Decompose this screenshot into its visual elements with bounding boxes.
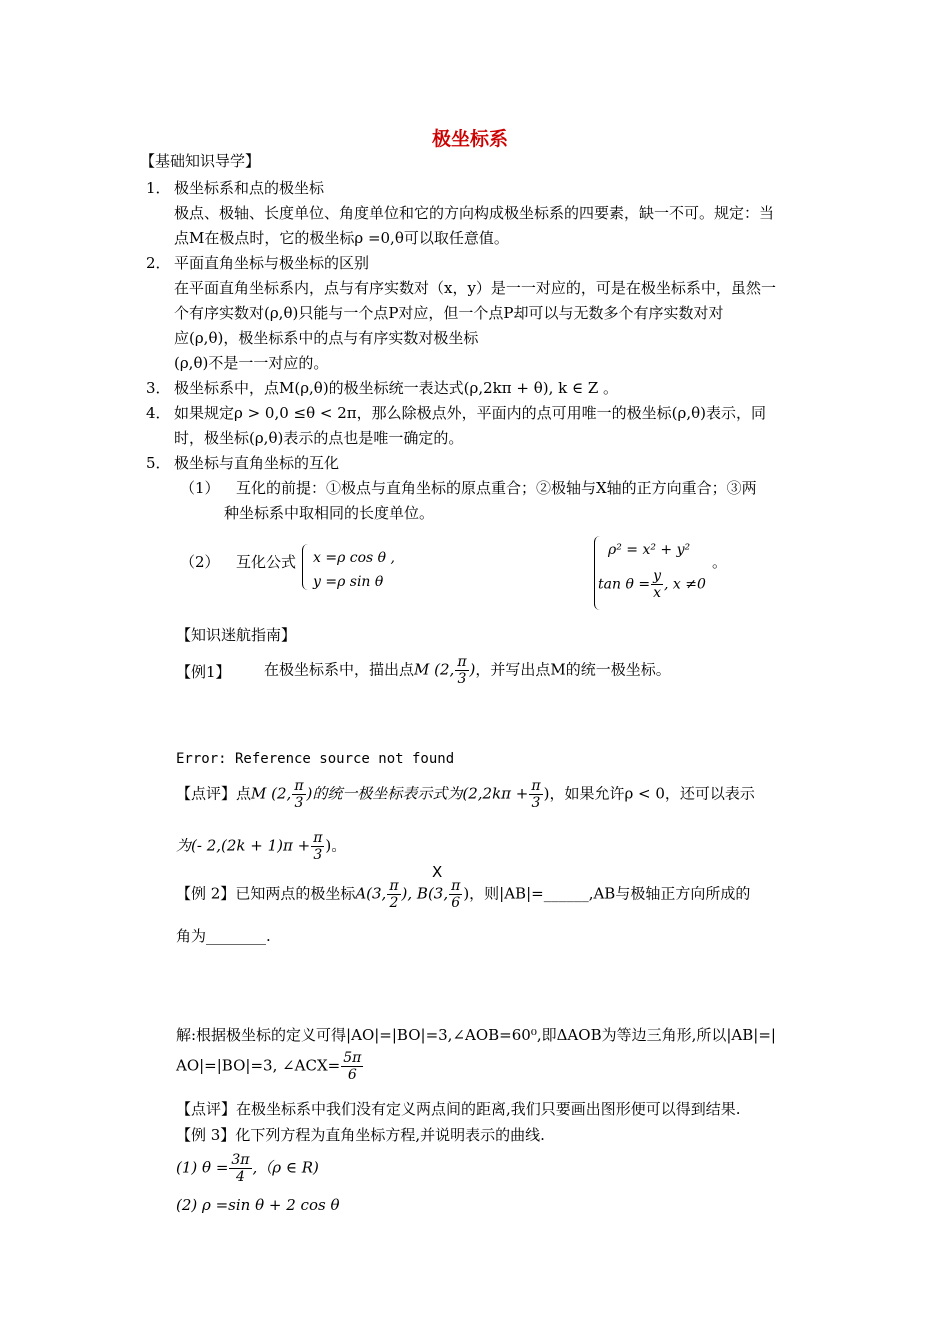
comment-2-text: 在极坐标系中我们没有定义两点间的距离,我们只要画出图形便可以得到结果. [236, 1100, 741, 1118]
example-3-text: 化下列方程为直角坐标方程,并说明表示的曲线. [235, 1126, 545, 1144]
comment-1-l2-post: )。 [325, 836, 347, 855]
item-5-2-label: 互化公式 [236, 553, 297, 571]
comment-1-frac1-den: 3 [294, 795, 304, 811]
example-2-pre: 已知两点的极坐标 [235, 884, 356, 903]
example-1-close: ) [469, 660, 476, 679]
item-3-text: 极坐标系中，点M(ρ,θ)的极坐标统一表达式(ρ,2kπ + θ), k ∈ Z 。 [174, 379, 619, 397]
example-3-part-1 [176, 1152, 319, 1185]
example-3-p1-num: 3π [231, 1152, 250, 1168]
example-3-line [176, 1125, 545, 1145]
formula-2-bottom-post: , x ≠0 [663, 576, 706, 593]
item-4-line-1: 如果规定ρ > 0,0 ≤θ < 2π，那么除极点外，平面内的点可用唯一的极坐标(ρ,θ)表示，同 [174, 404, 766, 422]
solution-fraction [341, 1050, 363, 1083]
example-1-point: M (2, [414, 660, 455, 679]
example-1-pre: 在极坐标系中，描出点 [264, 660, 415, 679]
example-2-post: )，则|AB|=______,AB与极轴正方向所成的 [463, 884, 751, 903]
item-5-1-number: （1） [180, 479, 220, 497]
example-2-label: 【例 2】 [176, 884, 236, 903]
item-1-heading: 极坐标系和点的极坐标 [174, 179, 325, 197]
example-3-part-2: (2) ρ =sin θ + 2 cos θ [176, 1196, 340, 1214]
example-1-frac-num: π [457, 654, 467, 670]
item-4-number: 4． [146, 404, 171, 422]
example-2-line-1 [176, 878, 750, 911]
item-3-number: 3． [146, 379, 171, 397]
item-2-line-2: 个有序实数对(ρ,θ)只能与一个点P对应，但一个点P却可以与无数多个有序实数对对 [174, 304, 724, 322]
item-5-heading: 极坐标与直角坐标的互化 [174, 454, 340, 472]
comment-1-fraction-3 [311, 830, 324, 863]
example-1-fraction [455, 654, 468, 687]
formula-2-fraction [651, 568, 663, 601]
item-5-1-line-1: 互化的前提：①极点与直角坐标的原点重合；②极轴与X轴的正方向重合；③两 [236, 479, 757, 497]
comment-1-frac2-den: 3 [531, 795, 541, 811]
item-1-line-2: 点M在极点时，它的极坐标ρ =0,θ可以取任意值。 [174, 229, 509, 247]
reference-error-text: Error: Reference source not found [176, 751, 455, 767]
item-5-2-number: （2） [180, 553, 220, 571]
example-2-fb-num: π [451, 878, 461, 894]
formula-2-bottom [598, 568, 706, 601]
example-3-p1-post: ,（ρ ∈ R) [252, 1158, 319, 1177]
item-2-line-1: 在平面直角坐标系内，点与有序实数对（x，y）是一一对应的，可是在极坐标系中，虽然一 [174, 279, 776, 297]
item-2-number: 2． [146, 254, 171, 272]
item-2-line-3: 应(ρ,θ)，极坐标系中的点与有序实数对极坐标 [174, 329, 479, 347]
example-2-fa-num: π [389, 878, 399, 894]
example-2-fraction-b [449, 878, 462, 911]
example-3-p1-fraction [229, 1152, 251, 1185]
item-2-heading: 平面直角坐标与极坐标的区别 [174, 254, 370, 272]
section-basic-heading: 【基础知识导学】 [140, 152, 261, 170]
comment-1-post: )，如果允许ρ < 0，还可以表示 [543, 784, 755, 803]
solution-line-1: 解:根据极坐标的定义可得|AO|=|BO|=3,∠AOB=60⁰,即ΔAOB为等边三角形,所以|AB|=| [176, 1026, 776, 1044]
example-2-stray-x: X [432, 863, 443, 881]
solution-line-2 [176, 1050, 364, 1083]
example-2-mid: ), B(3, [401, 884, 449, 903]
comment-1-pre: 点 [236, 784, 252, 803]
formula-2-top: ρ² = x² + y² [608, 542, 691, 558]
example-3-p1-den: 4 [235, 1169, 245, 1185]
comment-2 [176, 1099, 741, 1119]
solution-frac-num: 5π [343, 1050, 362, 1066]
formula-2-bottom-pre: tan θ = [598, 576, 651, 593]
item-5-number: 5． [146, 454, 171, 472]
comment-1-line-1 [176, 778, 755, 811]
comment-1-label: 【点评】 [176, 784, 237, 803]
page-title: 极坐标系 [432, 128, 509, 150]
item-4-line-2: 时，极坐标(ρ,θ)表示的点也是唯一确定的。 [174, 429, 464, 447]
example-2-fraction-a [387, 878, 400, 911]
solution-frac-den: 6 [347, 1067, 357, 1083]
comment-1-line-2 [176, 830, 346, 863]
item-5-1-line-2: 种坐标系中取相同的长度单位。 [224, 504, 435, 522]
item-1-line-1: 极点、极轴、长度单位、角度单位和它的方向构成极坐标系的四要素，缺一不可。规定：当 [174, 204, 775, 222]
comment-1-l2-pre: 为(- 2,(2k + 1)π + [176, 836, 311, 855]
comment-1-frac2-num: π [531, 778, 541, 794]
comment-1-fraction-1 [292, 778, 305, 811]
formula-1-brace [302, 544, 311, 590]
comment-2-label: 【点评】 [176, 1100, 237, 1118]
formula-1-bottom: y =ρ sin θ [313, 574, 384, 590]
solution-l2-pre: AO|=|BO|=3, ∠ACX= [176, 1056, 341, 1075]
comment-1-frac3-den: 3 [313, 847, 323, 863]
formula-2-end: 。 [712, 553, 728, 571]
comment-1-frac1-num: π [294, 778, 304, 794]
item-2-line-4: (ρ,θ)不是一一对应的。 [174, 354, 329, 372]
comment-1-mid: )的统一极坐标表示式为(2,2kπ + [306, 784, 529, 803]
example-3-label: 【例 3】 [176, 1126, 236, 1144]
example-3-p1-pre: (1) θ = [176, 1158, 229, 1177]
example-1-line [264, 654, 671, 687]
example-2-fa-den: 2 [389, 895, 399, 911]
example-2-fb-den: 6 [451, 895, 461, 911]
formula-2-frac-den: x [653, 585, 661, 601]
section-guide-heading: 【知识迷航指南】 [176, 626, 297, 644]
comment-1-fraction-2 [529, 778, 542, 811]
formula-1-top: x =ρ cos θ , [313, 550, 395, 566]
example-1-label: 【例1】 [176, 663, 231, 681]
comment-1-point: M (2, [251, 784, 292, 803]
example-2-point-a: A(3, [355, 884, 387, 903]
comment-1-frac3-num: π [313, 830, 323, 846]
example-2-line-2: 角为________. [176, 927, 271, 945]
example-1-post: ，并写出点M的统一极坐标。 [475, 660, 671, 679]
formula-2-frac-num: y [653, 568, 661, 584]
item-1-number: 1． [146, 179, 171, 197]
example-1-frac-den: 3 [457, 671, 467, 687]
